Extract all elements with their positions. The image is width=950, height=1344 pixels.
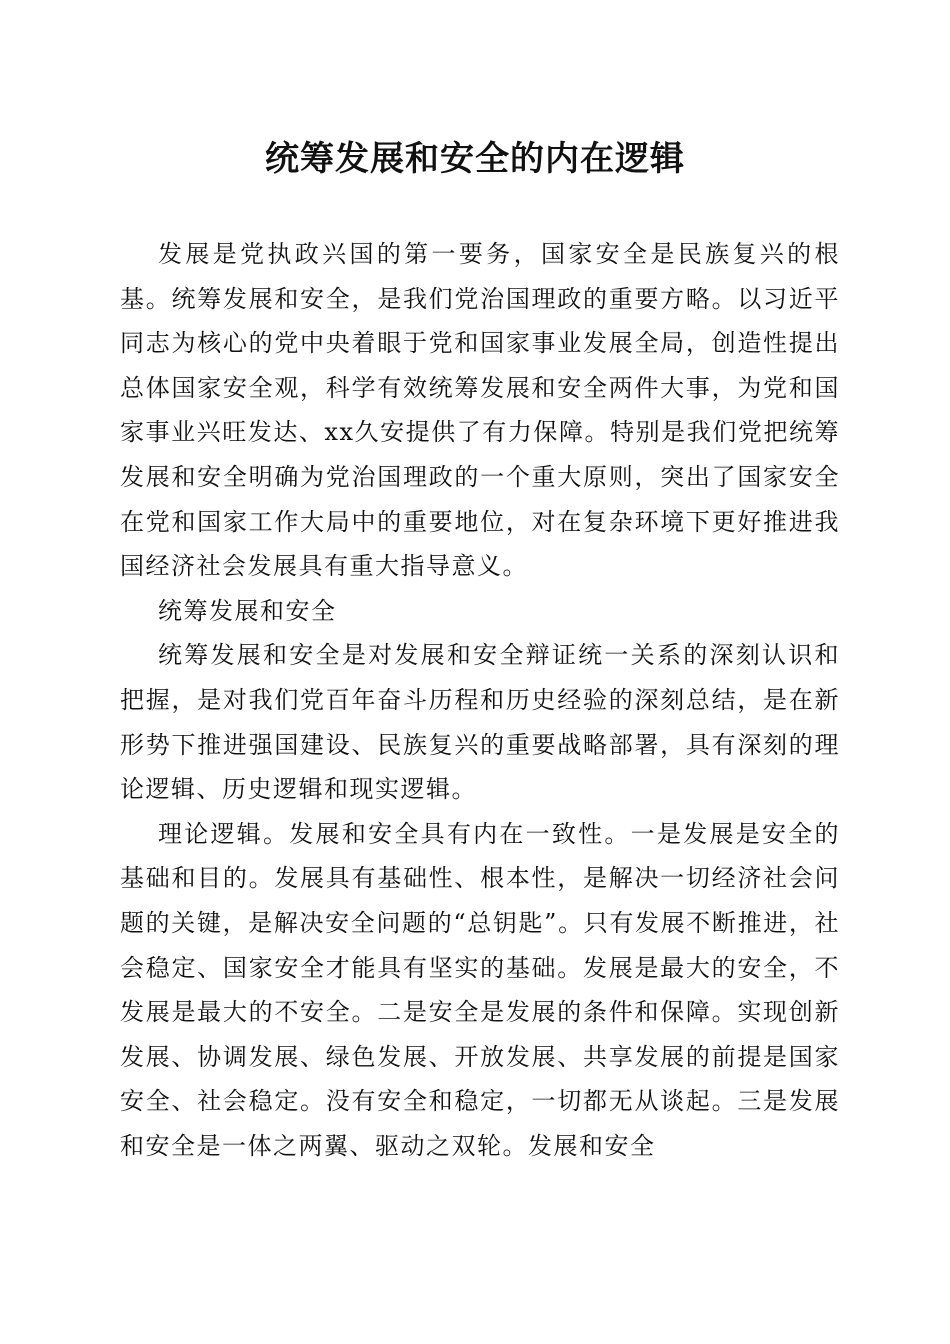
document-title: 统筹发展和安全的内在逻辑 xyxy=(265,139,685,179)
section-heading: 统筹发展和安全 xyxy=(158,596,337,625)
paragraph-overview: 统筹发展和安全是对发展和安全辩证统一关系的深刻认识和把握，是对我们党百年奋斗历程和历史经验的深刻总结，是在新形势下推进强国建设、民族复兴的重要战略部署，具有深刻的理论逻辑、历史逻辑和现实逻辑。 xyxy=(120,641,840,804)
paragraph-theoretical-logic: 理论逻辑。发展和安全具有内在一致性。一是发展是安全的基础和目的。发展具有基础性、根本性，是解决一切经济社会问题的关键，是解决安全问题的“总钥匙”。只有发展不断推进，社会稳定、国家安全才能具有坚实的基础。发展是最大的安全，不发展是最大的不安全。二是安全是发展的条件和保障。实现创新发展、协调发展、绿色发展、开放发展、共享发展的前提是国家安全、社会稳定。没有安全和稳定，一切都无从谈起。三是发展和安全是一体之两翼、驱动之双轮。发展和安全 xyxy=(120,819,840,1160)
paragraph-intro: 发展是党执政兴国的第一要务，国家安全是民族复兴的根基。统筹发展和安全，是我们党治国理政的重要方略。以习近平同志为核心的党中央着眼于党和国家事业发展全局，创造性提出总体国家安全观，科学有效统筹发展和安全两件大事，为党和国家事业兴旺发达、xx久安提供了有力保障。特别是我们党把统筹发展和安全明确为党治国理政的一个重大原则，突出了国家安全在党和国家工作大局中的重要地位，对在复杂环境下更好推进我国经济社会发展具有重大指导意义。 xyxy=(120,240,840,581)
document-body xyxy=(120,232,840,1168)
